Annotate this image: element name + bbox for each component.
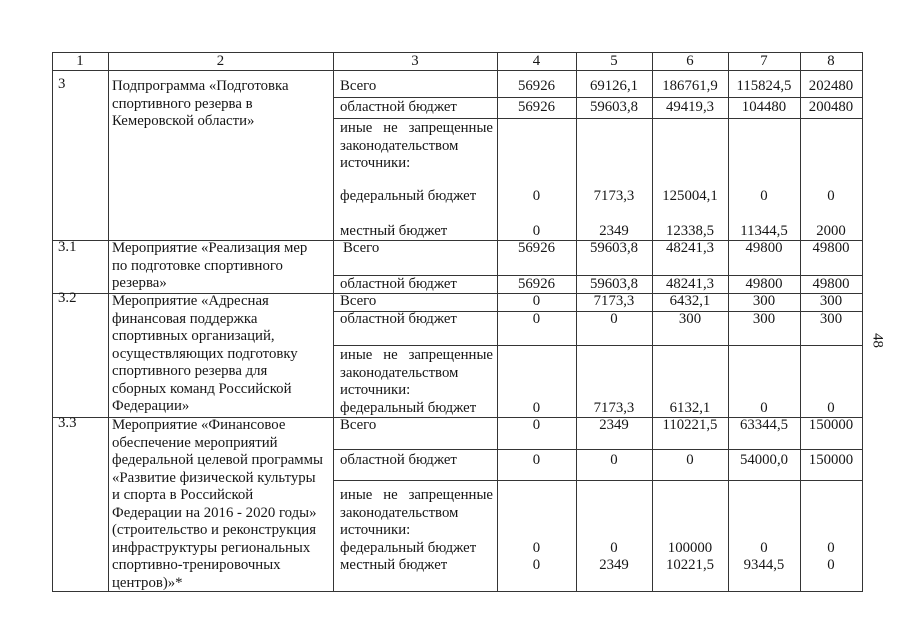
- total-line: [0, 417, 905, 435]
- federal-budget-line: [0, 188, 905, 206]
- value-cell: 115824,5: [736, 78, 792, 94]
- header-row: [0, 52, 905, 70]
- value-cell: 100000: [667, 539, 713, 556]
- value-cell: 0: [610, 539, 618, 556]
- value-cell: 0: [610, 452, 618, 468]
- value-cell: 49800: [812, 276, 850, 292]
- value-cell: 56926: [518, 78, 555, 94]
- total-line: [0, 78, 905, 96]
- value-cell: 12338,5: [665, 223, 715, 239]
- value-cell: 59603,8: [589, 99, 639, 115]
- header-cell: 2: [216, 53, 225, 69]
- value-cell: 7173,3: [593, 188, 635, 204]
- value-cell: 150000: [808, 452, 854, 468]
- row-title: Подпрограмма «Подготовка спортивного резерва в Кемеровской области»: [112, 78, 289, 129]
- source-label: областной бюджет: [340, 311, 457, 327]
- row-title: Мероприятие «Адресная финансовая поддержка спортивных организаций, осуществляющих подготовку спортивного резерва для сборных команд Российской Федерации»: [112, 293, 298, 414]
- row-number: 3.1: [58, 239, 77, 255]
- value-cell: 0: [532, 557, 541, 573]
- source-label: местный бюджет: [340, 223, 448, 239]
- header-cell: 8: [827, 53, 835, 69]
- value-cell: 48241,3: [665, 276, 715, 292]
- federal-budget-line: [0, 400, 905, 418]
- source-label: местный бюджет: [340, 557, 448, 573]
- total-line: [0, 293, 905, 311]
- total-line: [0, 240, 905, 258]
- header-cell: 7: [760, 53, 768, 69]
- value-cell: 104480: [741, 99, 787, 115]
- local-budget-line: [0, 223, 905, 241]
- table-rule: [333, 97, 863, 98]
- row-number: 3.3: [58, 415, 77, 431]
- value-cell: 49800: [745, 276, 783, 292]
- value-cell: 0: [532, 311, 541, 327]
- source-label: Всего: [343, 240, 380, 256]
- source-label: Всего: [340, 293, 377, 309]
- value-cell: 69126,1: [589, 78, 639, 94]
- source-label: федеральный бюджет: [340, 539, 477, 556]
- value-cell: 59603,8: [589, 240, 639, 256]
- regional-budget-line: [0, 99, 905, 117]
- value-cell: 9344,5: [743, 557, 785, 573]
- value-cell: 0: [532, 539, 541, 556]
- page-number: 48: [869, 333, 886, 348]
- table-rule: [333, 449, 863, 450]
- value-cell: 6132,1: [669, 399, 711, 416]
- value-cell: 10221,5: [665, 557, 715, 573]
- header-cell: 1: [76, 53, 84, 69]
- value-cell: 48241,3: [665, 240, 715, 256]
- row-title: Мероприятие «Финансовое обеспечение мероприятий федеральной целевой программы «Развитие физической культуры и спорта в Российской Федерации на 2016 - 2020 годы» (строительство и реконструкция инфраструктуры региональных спортивно-тренировочных центров)»*: [112, 417, 323, 591]
- value-cell: 0: [827, 188, 835, 204]
- regional-budget-line: [0, 452, 905, 470]
- row-title: Мероприятие «Реализация мер по подготовке спортивного резерва»: [112, 240, 308, 291]
- value-cell: 11344,5: [740, 223, 788, 239]
- table-rule: [333, 480, 863, 481]
- value-cell: 2000: [816, 223, 846, 239]
- value-cell: 54000,0: [739, 452, 789, 468]
- value-cell: 49800: [812, 240, 850, 256]
- row-number: 3.2: [58, 290, 77, 306]
- value-cell: 0: [532, 223, 541, 239]
- value-cell: 6432,1: [669, 293, 711, 309]
- value-cell: 0: [827, 557, 835, 573]
- header-cell: 5: [610, 53, 618, 69]
- other-sources-label: иные не запрещенные законодательством источники:: [340, 347, 493, 398]
- header-cell: 4: [532, 53, 541, 69]
- value-cell: 0: [610, 311, 618, 327]
- source-label: областной бюджет: [340, 276, 457, 292]
- value-cell: 7173,3: [593, 399, 635, 416]
- source-label: федеральный бюджет: [340, 399, 477, 416]
- value-cell: 56926: [518, 99, 555, 115]
- value-cell: 0: [532, 399, 541, 416]
- value-cell: 2349: [599, 557, 629, 573]
- table-rule: [52, 70, 863, 71]
- source-label: областной бюджет: [340, 99, 457, 115]
- value-cell: 300: [819, 311, 843, 327]
- value-cell: 300: [819, 293, 843, 309]
- value-cell: 49419,3: [665, 99, 715, 115]
- other-sources-label: иные не запрещенные законодательством источники:: [340, 120, 493, 171]
- other-sources-label: иные не запрещенные законодательством источники:: [340, 487, 493, 538]
- regional-budget-line: [0, 311, 905, 329]
- value-cell: 186761,9: [662, 78, 718, 94]
- value-cell: 0: [532, 293, 541, 309]
- federal-budget-line: [0, 540, 905, 558]
- value-cell: 0: [827, 399, 835, 416]
- value-cell: 0: [827, 539, 835, 556]
- value-cell: 0: [532, 452, 541, 468]
- value-cell: 63344,5: [739, 417, 789, 433]
- value-cell: 125004,1: [662, 188, 718, 204]
- value-cell: 150000: [808, 417, 854, 433]
- value-cell: 49800: [745, 240, 783, 256]
- regional-budget-line: [0, 276, 905, 294]
- value-cell: 0: [760, 188, 768, 204]
- value-cell: 300: [752, 293, 776, 309]
- row-number: 3: [58, 76, 66, 92]
- table-rule: [333, 118, 863, 119]
- value-cell: 0: [532, 188, 541, 204]
- value-cell: 2349: [599, 417, 629, 433]
- value-cell: 0: [760, 399, 768, 416]
- value-cell: 300: [752, 311, 776, 327]
- value-cell: 0: [532, 417, 541, 433]
- header-cell: 6: [686, 53, 694, 69]
- source-label: Всего: [340, 417, 377, 433]
- value-cell: 2349: [599, 223, 629, 239]
- local-budget-line: [0, 557, 905, 575]
- value-cell: 7173,3: [593, 293, 635, 309]
- source-label: федеральный бюджет: [340, 188, 477, 204]
- value-cell: 110221,5: [662, 417, 718, 433]
- source-label: Всего: [340, 78, 377, 94]
- header-cell: 3: [411, 53, 419, 69]
- value-cell: 0: [760, 539, 768, 556]
- table-rule: [333, 345, 863, 346]
- value-cell: 0: [686, 452, 694, 468]
- value-cell: 56926: [518, 240, 555, 256]
- value-cell: 202480: [808, 78, 854, 94]
- value-cell: 200480: [808, 99, 854, 115]
- value-cell: 56926: [518, 276, 555, 292]
- value-cell: 300: [678, 311, 702, 327]
- source-label: областной бюджет: [340, 452, 457, 468]
- value-cell: 59603,8: [589, 276, 639, 292]
